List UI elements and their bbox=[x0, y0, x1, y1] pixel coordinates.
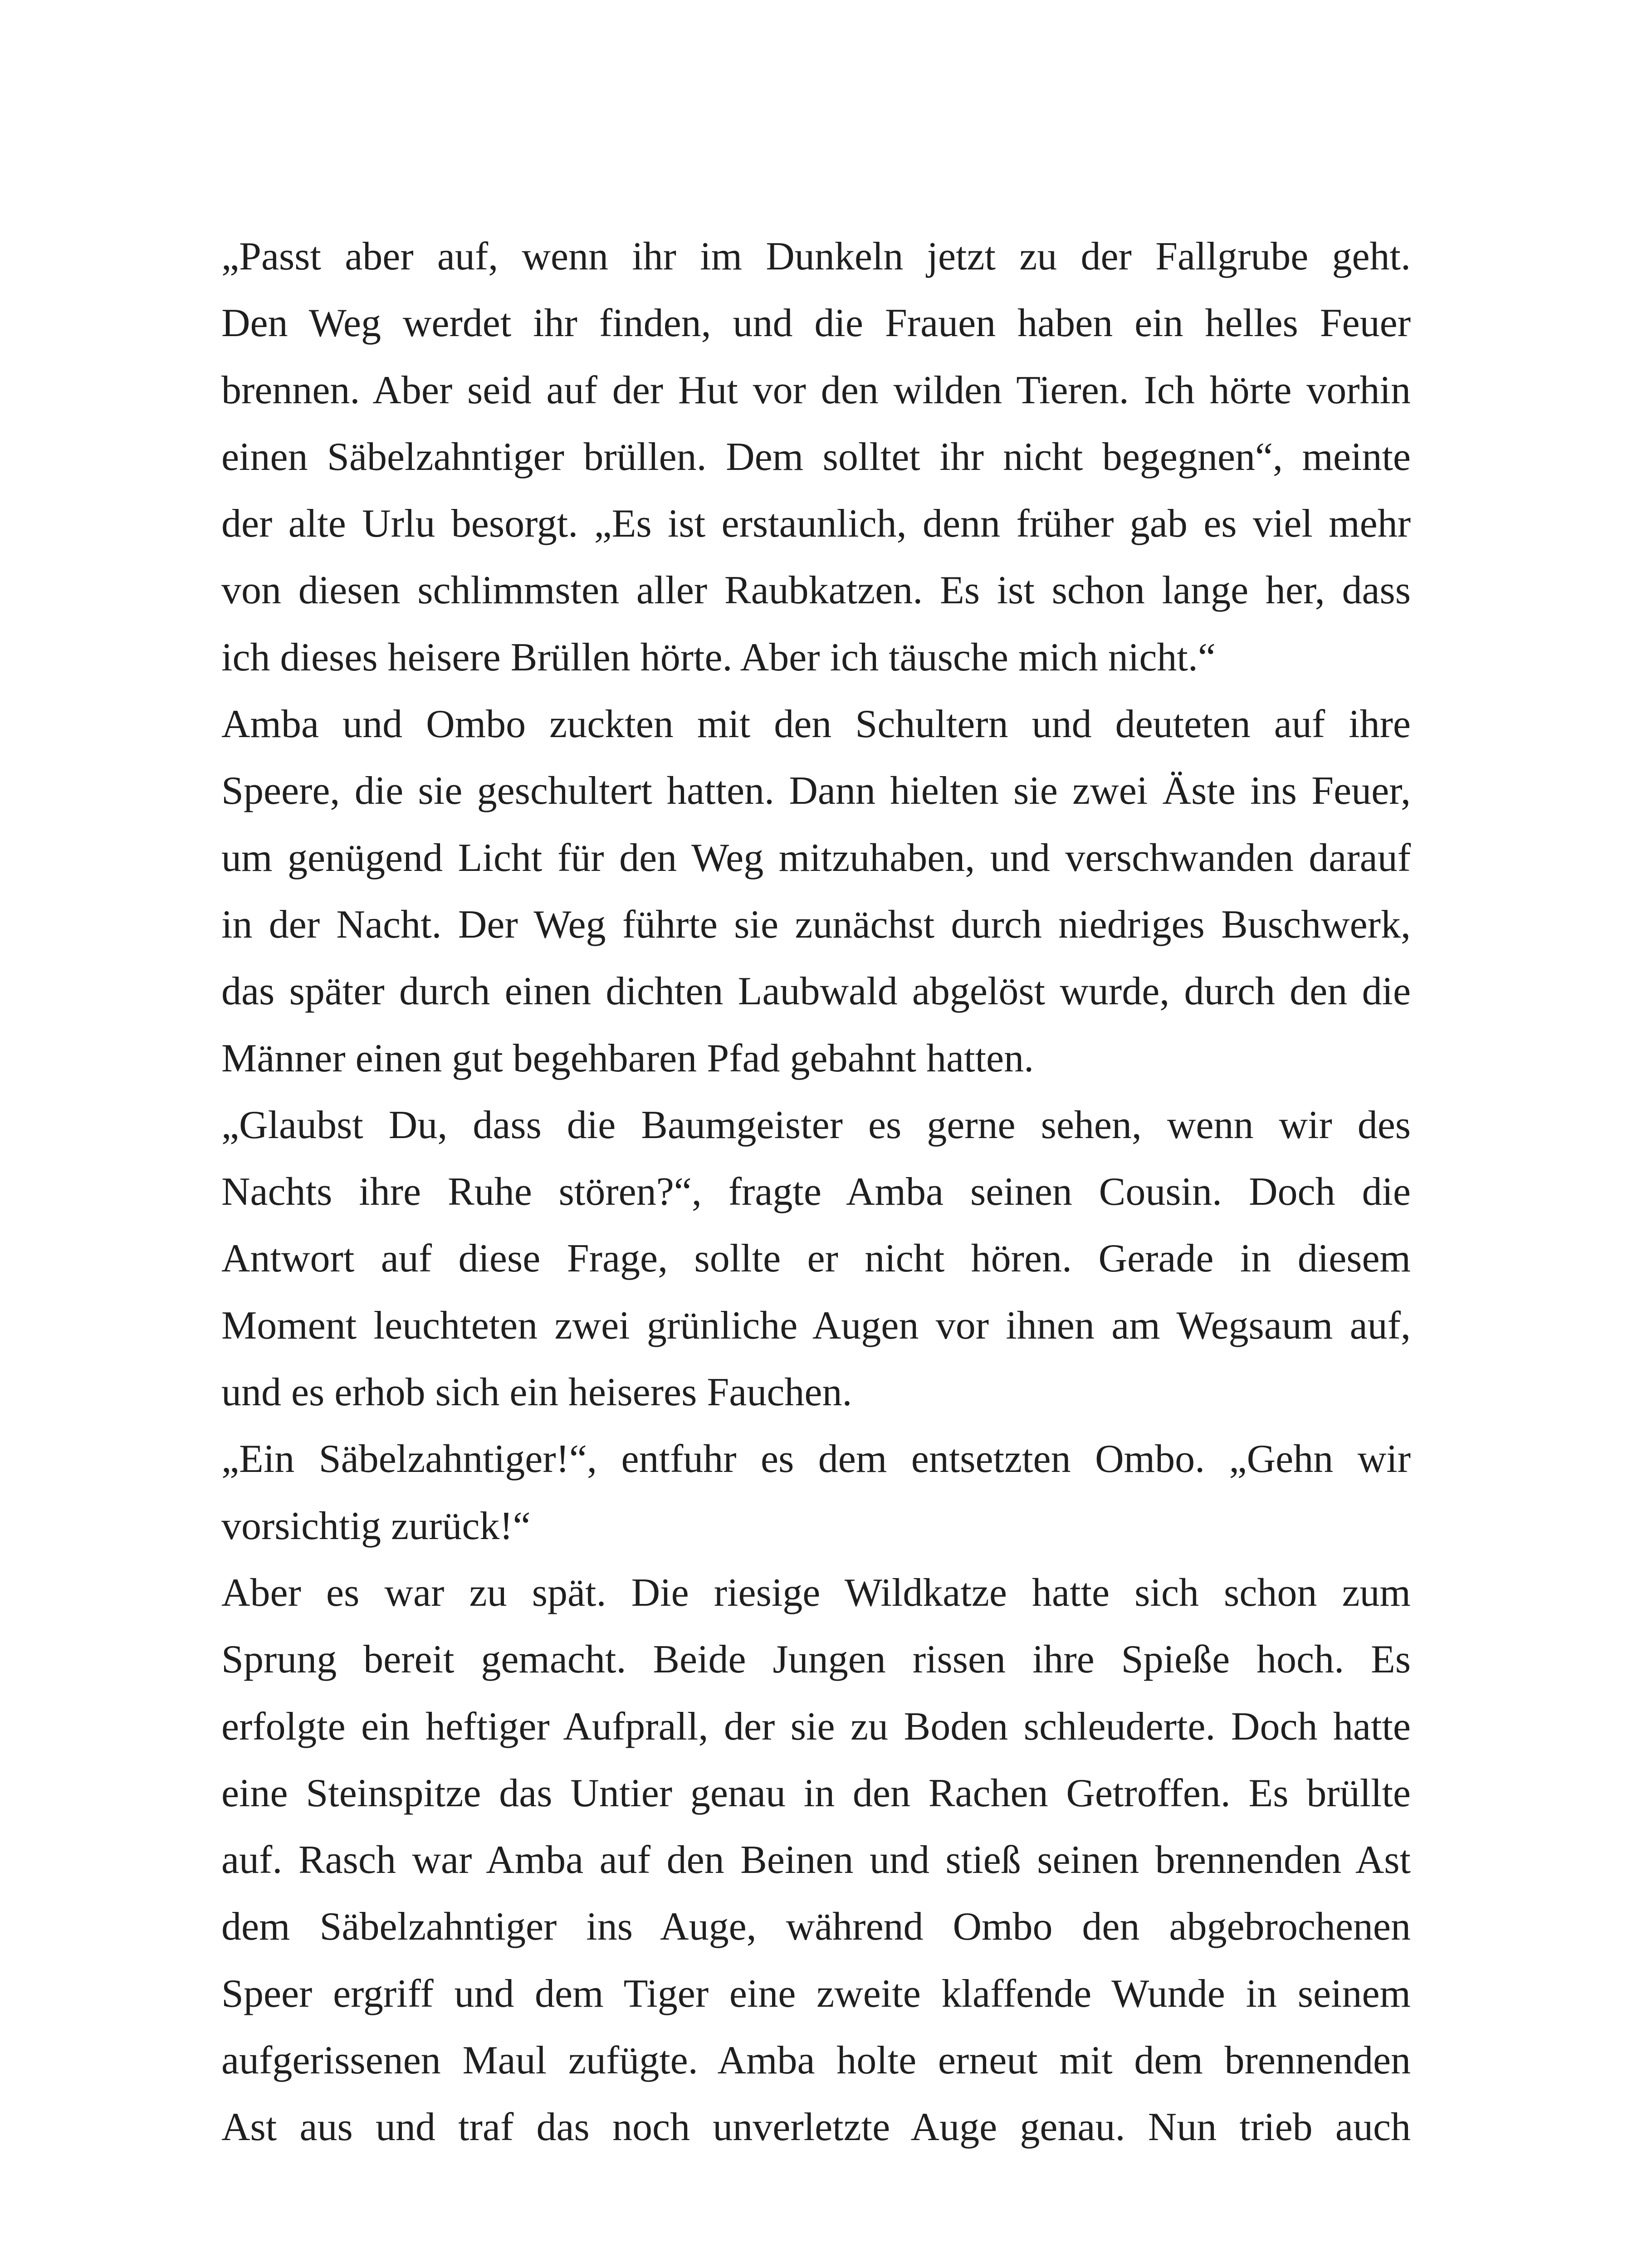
text-line: auf. Rasch war Amba auf den Beinen und stieß seinen brennenden Ast bbox=[221, 1838, 1411, 1882]
text-line: einen Säbelzahntiger brüllen. Dem solltet ihr nicht begegnen“, meinte bbox=[221, 435, 1411, 479]
text-line: vorsichtig zurück!“ bbox=[221, 1504, 531, 1548]
text-line: Speere, die sie geschultert hatten. Dann hielten sie zwei Äste ins Feuer, bbox=[221, 769, 1411, 813]
text-line: Sprung bereit gemacht. Beide Jungen rissen ihre Spieße hoch. Es bbox=[221, 1637, 1411, 1682]
text-line: Moment leuchteten zwei grünliche Augen vor ihnen am Wegsaum auf, bbox=[221, 1303, 1411, 1348]
body-text bbox=[161, 223, 1411, 2161]
text-line: ich dieses heisere Brüllen hörte. Aber ich täusche mich nicht.“ bbox=[221, 635, 1216, 679]
text-line: „Ein Säbelzahntiger!“, entfuhr es dem entsetzten Ombo. „Gehn wir bbox=[221, 1437, 1411, 1481]
text-line: aufgerissenen Maul zufügte. Amba holte erneut mit dem brennenden bbox=[221, 2038, 1411, 2083]
text-line: um genügend Licht für den Weg mitzuhaben, und verschwanden darauf bbox=[221, 836, 1411, 880]
text-line: brennen. Aber seid auf der Hut vor den wilden Tieren. Ich hörte vorhin bbox=[221, 368, 1411, 412]
text-line: Amba und Ombo zuckten mit den Schultern und deuteten auf ihre bbox=[221, 702, 1411, 747]
text-line: das später durch einen dichten Laubwald abgelöst wurde, durch den die bbox=[221, 969, 1411, 1014]
text-line: von diesen schlimmsten aller Raubkatzen. Es ist schon lange her, dass bbox=[221, 568, 1411, 613]
text-line: eine Steinspitze das Untier genau in den Rachen Getroffen. Es brüllte bbox=[221, 1771, 1411, 1815]
text-line: Aber es war zu spät. Die riesige Wildkatze hatte sich schon zum bbox=[221, 1570, 1411, 1615]
paragraph bbox=[161, 1092, 1411, 1426]
text-line: Den Weg werdet ihr finden, und die Frauen haben ein helles Feuer bbox=[221, 301, 1411, 346]
text-line: und es erhob sich ein heiseres Fauchen. bbox=[221, 1370, 852, 1415]
paragraph bbox=[161, 1426, 1411, 1559]
text-line: dem Säbelzahntiger ins Auge, während Ombo den abgebrochenen bbox=[221, 1905, 1411, 1949]
text-line: Männer einen gut begehbaren Pfad gebahnt hatten. bbox=[221, 1036, 1034, 1080]
text-line: Ast aus und traf das noch unverletzte Auge genau. Nun trieb auch bbox=[221, 2105, 1411, 2150]
text-line: Speer ergriff und dem Tiger eine zweite klaffende Wunde in seinem bbox=[221, 1971, 1411, 2016]
paragraph bbox=[161, 1559, 1411, 2161]
paragraph bbox=[161, 223, 1411, 691]
text-line: erfolgte ein heftiger Aufprall, der sie zu Boden schleuderte. Doch hatte bbox=[221, 1704, 1411, 1749]
text-line: „Glaubst Du, dass die Baumgeister es gerne sehen, wenn wir des bbox=[221, 1103, 1411, 1147]
text-line: in der Nacht. Der Weg führte sie zunächst durch niedriges Buschwerk, bbox=[221, 902, 1411, 947]
text-line: „Passt aber auf, wenn ihr im Dunkeln jetzt zu der Fallgrube geht. bbox=[221, 235, 1411, 279]
text-line: der alte Urlu besorgt. „Es ist erstaunlich, denn früher gab es viel mehr bbox=[221, 502, 1411, 546]
text-line: Nachts ihre Ruhe stören?“, fragte Amba seinen Cousin. Doch die bbox=[221, 1170, 1411, 1214]
text-line: Antwort auf diese Frage, sollte er nicht hören. Gerade in diesem bbox=[221, 1237, 1411, 1281]
paragraph bbox=[161, 691, 1411, 1092]
